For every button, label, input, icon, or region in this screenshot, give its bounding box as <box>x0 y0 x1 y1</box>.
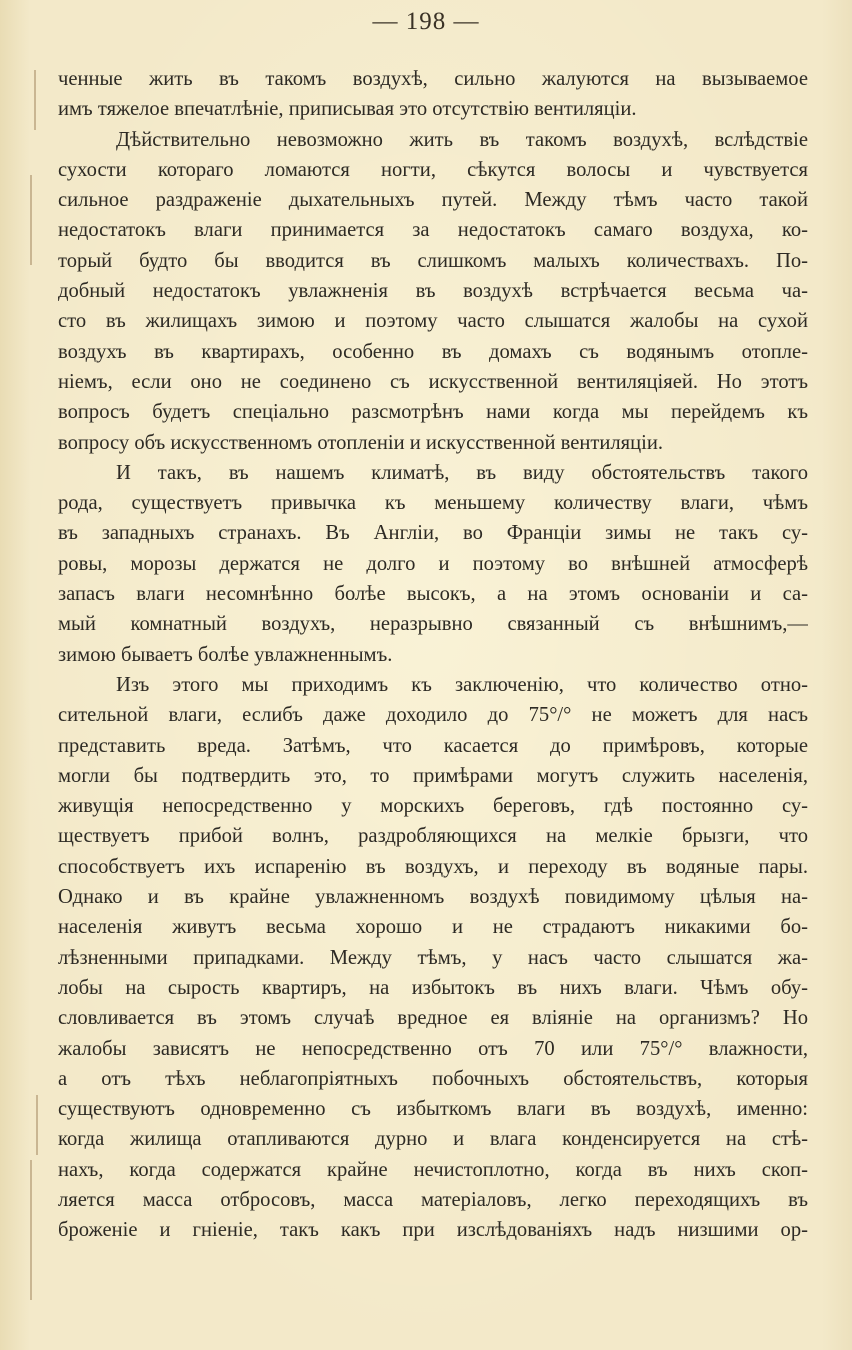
page-number: — 198 — <box>372 8 480 35</box>
text-line: мый комнатный воздухъ, неразрывно связанный съ внѣшнимъ,— <box>58 613 808 636</box>
text-line: броженіе и гніеніе, такъ какъ при изслѣдованіяхъ надъ низшими ор- <box>58 1219 808 1242</box>
text-line: торый будто бы вводится въ слишкомъ малыхъ количествахъ. По- <box>58 249 808 272</box>
text-line: способствуетъ ихъ испаренію въ воздухъ, и переходу въ водяные пары. <box>58 855 808 878</box>
text-line: существуютъ одновременно съ избыткомъ влаги въ воздухѣ, именно: <box>58 1098 808 1121</box>
text-line: добный недостатокъ увлажненія въ воздухѣ встрѣчается весьма ча- <box>58 280 808 303</box>
margin-mark <box>30 1160 32 1300</box>
text-line: жалобы зависятъ не непосредственно отъ 70 или 75°/° влажности, <box>58 1037 808 1060</box>
text-line: лобы на сырость квартиръ, на избытокъ въ нихъ влаги. Чѣмъ обу- <box>58 976 808 999</box>
text-line: живущія непосредственно у морскихъ береговъ, гдѣ постоянно су- <box>58 795 808 818</box>
text-line: словливается въ этомъ случаѣ вредное ея вліяніе на организмъ? Но <box>58 1007 808 1030</box>
text-line: Однако и въ крайне увлажненномъ воздухѣ повидимому цѣлыя на- <box>58 886 808 909</box>
text-line: представить вреда. Затѣмъ, что касается до примѣровъ, которые <box>58 734 808 757</box>
text-line: ченные жить въ такомъ воздухѣ, сильно жалуются на вызываемое <box>58 68 808 90</box>
text-line: вопросъ будетъ спеціально разсмотрѣнъ нами когда мы перейдемъ къ <box>58 401 808 424</box>
text-line: ніемъ, если оно не соединено съ искусственной вентиляціяей. Но этотъ <box>58 370 808 393</box>
text-line: рода, существуетъ привычка къ меньшему количеству влаги, чѣмъ <box>58 492 808 515</box>
text-line: сухости котораго ломаются ногти, сѣкутся волосы и чувствуется <box>58 158 808 181</box>
text-line: когда жилища отапливаются дурно и влага конденсируется на стѣ- <box>58 1128 808 1151</box>
body-text <box>58 64 808 1246</box>
text-line: Дѣйствительно невозможно жить въ такомъ воздухѣ, вслѣдствіе <box>116 128 808 151</box>
text-line: сильное раздраженіе дыхательныхъ путей. Между тѣмъ часто такой <box>58 189 808 212</box>
text-line: воздухъ въ квартирахъ, особенно въ домахъ съ водянымъ отопле- <box>58 340 808 363</box>
text-line: ляется масса отбросовъ, масса матеріаловъ, легко переходящихъ въ <box>58 1188 808 1211</box>
text-line: могли бы подтвердить это, то примѣрами могутъ служить населенія, <box>58 764 808 787</box>
text-line: вопросу объ искусственномъ отопленіи и искусственной вентиляціи. <box>58 431 664 454</box>
margin-mark <box>30 175 32 265</box>
text-line: сто въ жилищахъ зимою и поэтому часто слышатся жалобы на сухой <box>58 310 808 333</box>
text-line: запасъ влаги несомнѣнно болѣе высокъ, а на этомъ основаніи и са- <box>58 583 808 606</box>
text-line: И такъ, въ нашемъ климатѣ, въ виду обстоятельствъ такого <box>116 461 808 484</box>
text-line: населенія живутъ весьма хорошо и не страдаютъ никакими бо- <box>58 916 808 939</box>
text-line: ществуетъ прибой волнъ, раздробляющихся на мелкіе брызги, что <box>58 825 808 848</box>
text-line: имъ тяжелое впечатлѣніе, приписывая это отсутствію вентиляціи. <box>58 98 637 121</box>
text-line: лѣзненными припадками. Между тѣмъ, у насъ часто слышатся жа- <box>58 946 808 969</box>
text-line: ровы, морозы держатся не долго и поэтому во внѣшней атмосферѣ <box>58 552 808 575</box>
text-line: въ западныхъ странахъ. Въ Англіи, во Франціи зимы не такъ су- <box>58 522 808 545</box>
text-line: зимою бываетъ болѣе увлажненнымъ. <box>58 643 393 666</box>
text-line: нахъ, когда содержатся крайне нечистоплотно, когда въ нихъ скоп- <box>58 1158 808 1181</box>
text-line: Изъ этого мы приходимъ къ заключенію, что количество отно- <box>116 673 808 696</box>
margin-mark <box>36 1095 38 1155</box>
text-line: недостатокъ влаги принимается за недостатокъ самаго воздуха, ко- <box>58 219 808 242</box>
text-line: сительной влаги, еслибъ даже доходило до 75°/° не можетъ для насъ <box>58 704 808 727</box>
margin-mark <box>34 70 36 130</box>
text-line: а отъ тѣхъ неблагопріятныхъ побочныхъ обстоятельствъ, которыя <box>58 1067 808 1090</box>
